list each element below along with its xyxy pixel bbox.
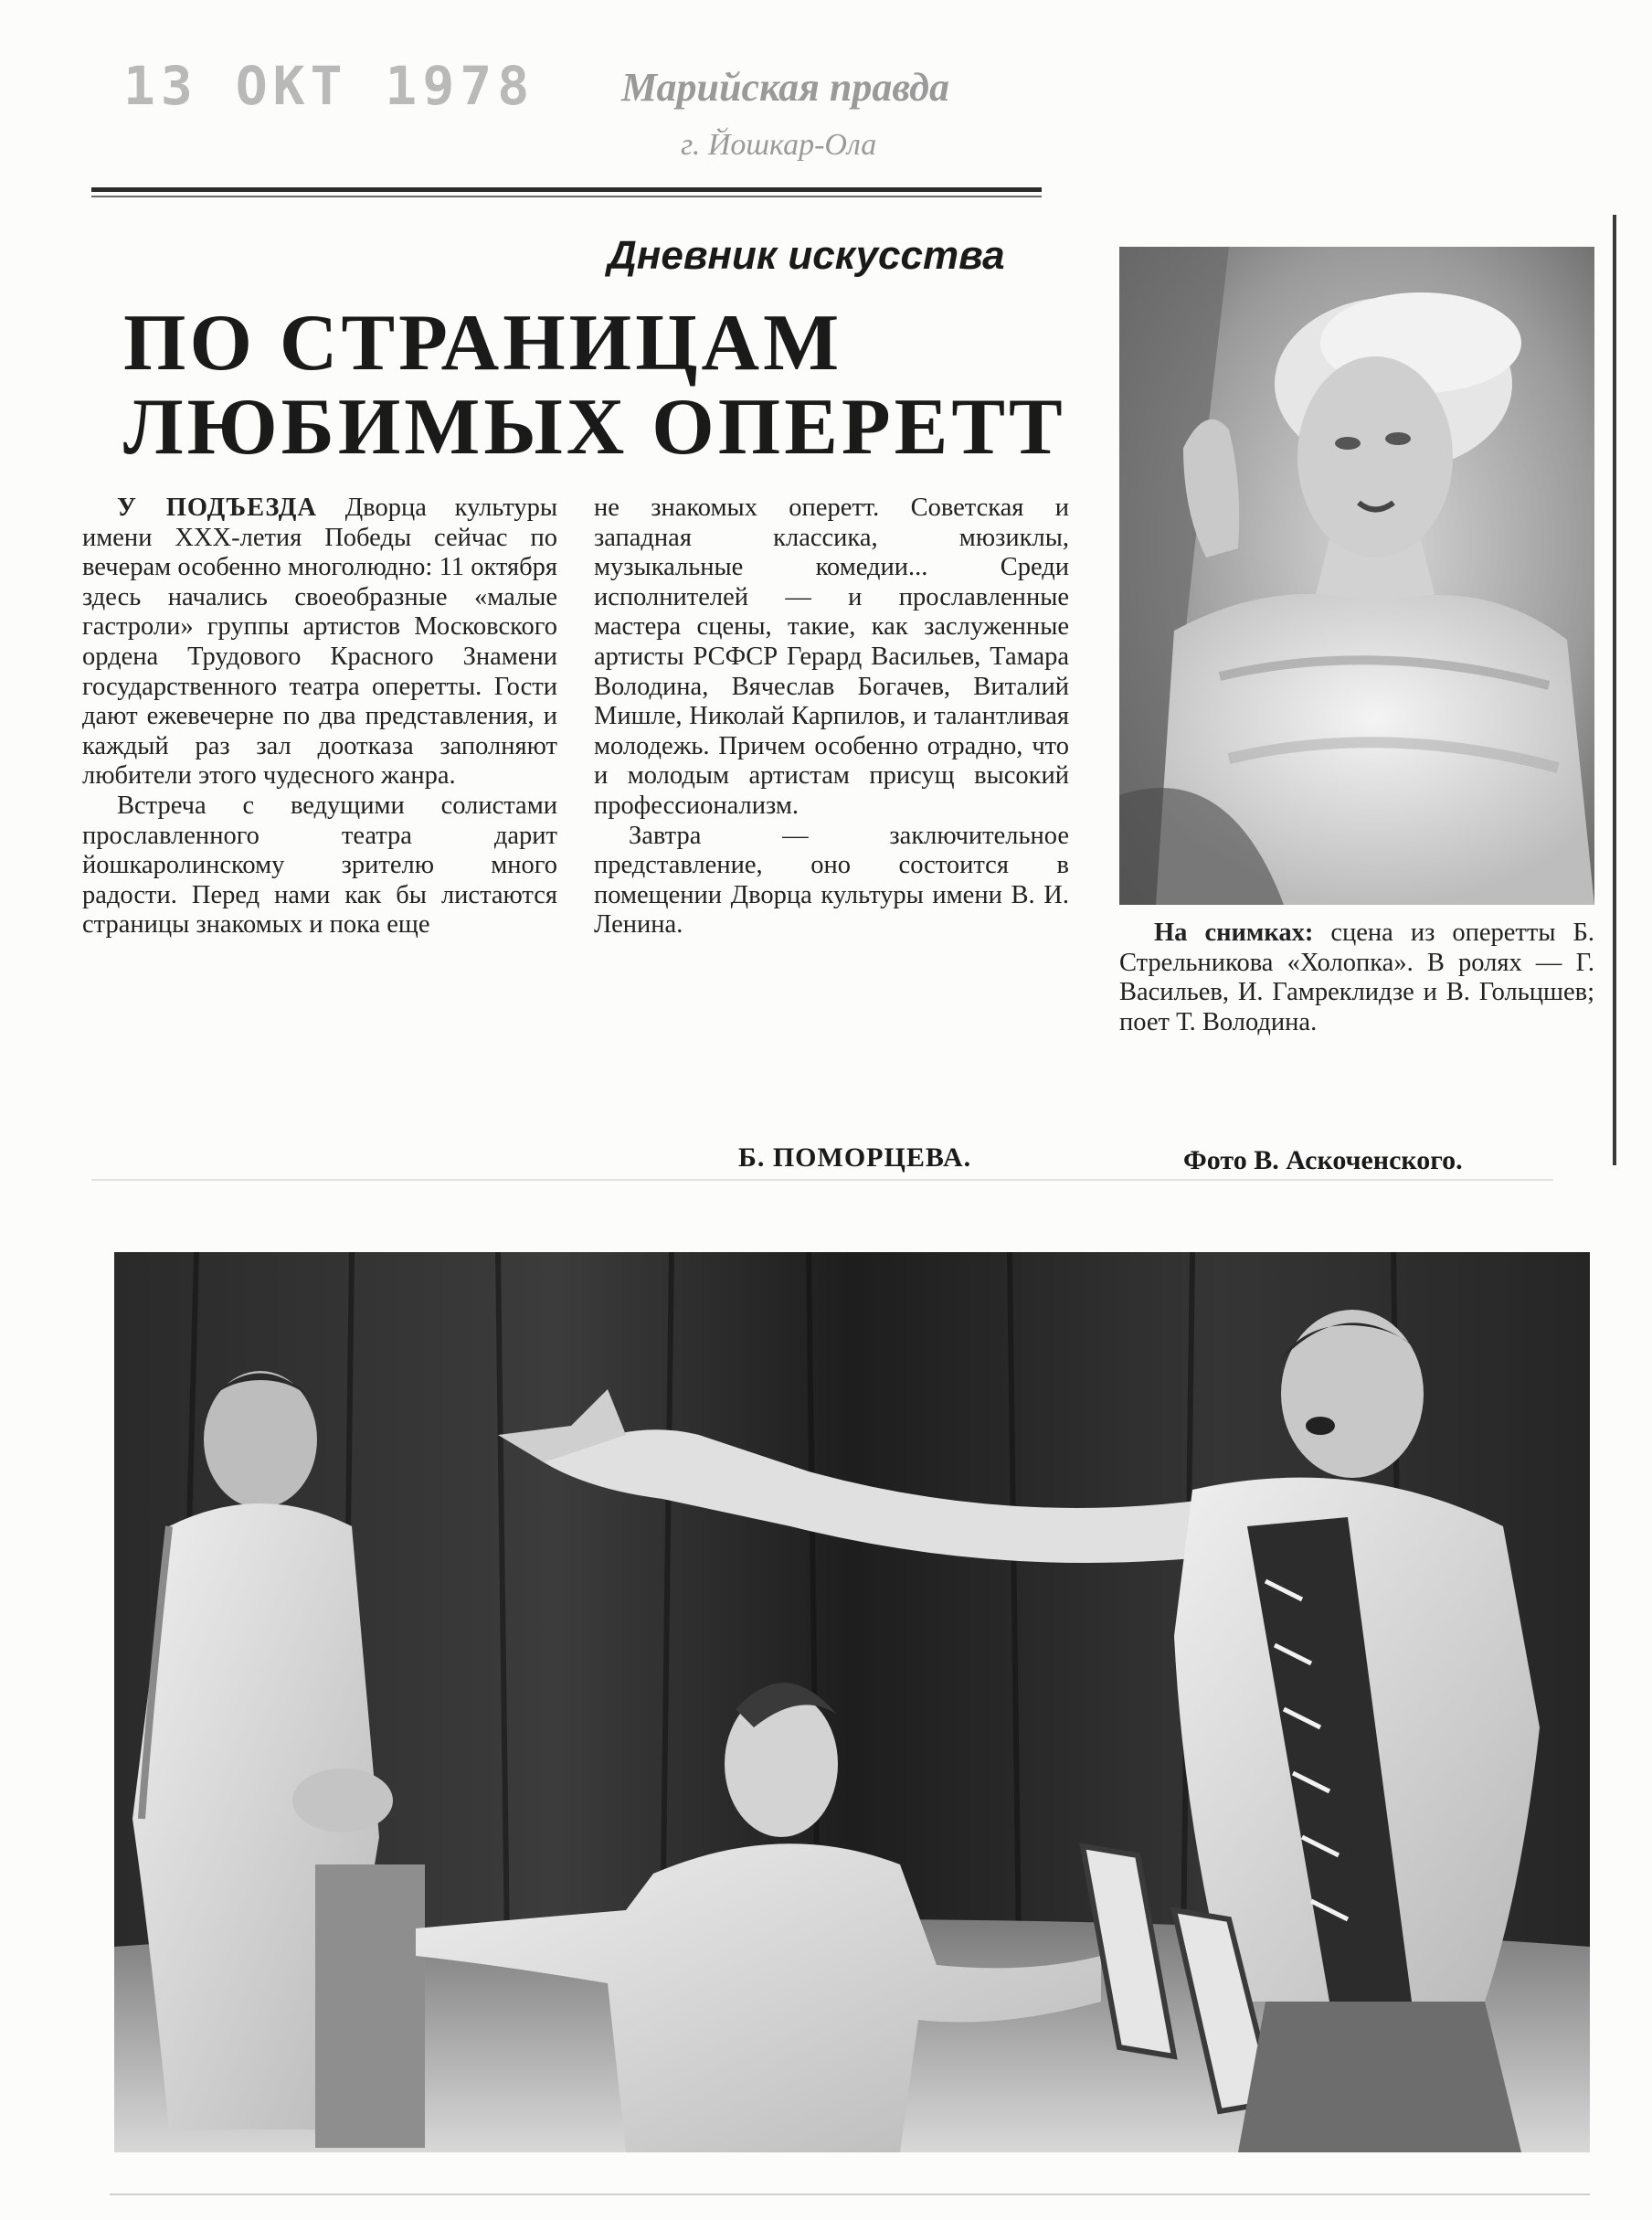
article-paragraph: Встреча с ведущими солистами прославленного театра дарит йошкаролинскому зрителю много радости. Перед нами как бы листаются страницы знакомых и пока еще xyxy=(82,791,557,940)
newspaper-city-stamp: г. Йошкар-Ола xyxy=(681,128,877,162)
lead-caps: У ПОДЪЕЗДА xyxy=(117,494,317,522)
header-rule-thin xyxy=(91,196,1042,197)
clipping-date-stamp: 13 ОКТ 1978 xyxy=(123,55,535,117)
caption-text: сцена из оперетты Б. Стрельникова «Холопка». В ролях — Г. Васильев, И. Гамреклидзе и В. Гольцшев; поет Т. Володина. xyxy=(1119,919,1594,1036)
newspaper-name-stamp: Марийская правда xyxy=(621,65,949,110)
article-column-1 xyxy=(82,494,557,940)
photo-caption xyxy=(1119,919,1594,1037)
headline-line-1: ПО СТРАНИЦАМ xyxy=(123,299,843,388)
caption-label: На снимках: xyxy=(1154,919,1314,947)
caption-paragraph xyxy=(1119,919,1594,1037)
headline-line-2: ЛЮБИМЫХ ОПЕРЕТТ xyxy=(123,383,1066,472)
paragraph-text: Дворца культуры имени XXX-летия Победы сейчас по вечерам особенно многолюдно: 11 октября здесь начались своеобразные «малые гастроли» группы артистов Московского ордена Трудового Красного Знамени государственного театра оперетты. Гости дают ежевечерне по два представления, и каждый раз зал доотказа заполняют любители этого чудесного жанра. xyxy=(82,494,557,791)
singer-portrait-photo xyxy=(1119,247,1594,905)
section-divider xyxy=(91,1179,1553,1181)
article-paragraph: не знакомых оперетт. Советская и западная классика, мюзиклы, музыкальные комедии... Среди исполнителей — и прославленные мастера сцены, такие, как заслуженные артисты РСФСР Герард Васильев, Тамара Володина, Вячеслав Богачев, Виталий Мишле, Николай Карпилов, и талантливая молодежь. Причем особенно отрадно, что и молодым артистам присущ высокий профессионализм. xyxy=(594,494,1069,820)
header-rule xyxy=(91,187,1042,192)
article-headline xyxy=(123,299,1066,472)
article-paragraph xyxy=(82,494,557,791)
article-rubric: Дневник искусства xyxy=(608,233,1005,278)
article-author: Б. ПОМОРЦЕВА. xyxy=(738,1142,972,1173)
article-column-2 xyxy=(594,494,1069,940)
photo-credit: Фото В. Аскоченского. xyxy=(1183,1145,1463,1175)
stage-scene-photo xyxy=(114,1252,1590,2152)
article-paragraph: Завтра — заключительное представление, оно состоится в помещении Дворца культуры имени В. И. Ленина. xyxy=(594,821,1069,940)
bottom-edge-rule xyxy=(110,2193,1590,2195)
column-rule-right xyxy=(1613,215,1616,1165)
